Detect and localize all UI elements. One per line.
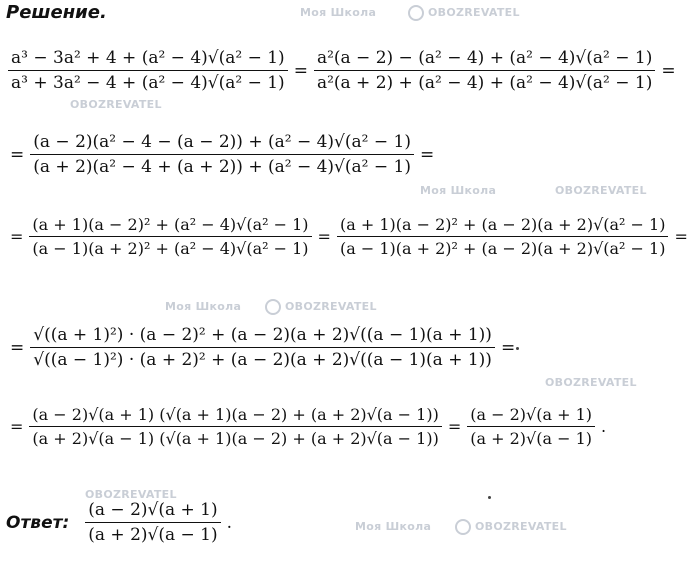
answer-line	[6, 500, 236, 545]
fraction-denominator: (a + 2)√(a − 1)	[88, 525, 218, 545]
equals-sign: =	[661, 60, 676, 81]
watermark-moya-shkola: Моя Школа	[300, 6, 377, 19]
equals-sign: =	[317, 227, 331, 246]
equation-line-1	[6, 48, 680, 93]
watermark-obozrevatel: OBOZREVATEL	[545, 376, 637, 389]
equals-sign: =	[293, 60, 308, 81]
fraction-denominator: (a + 2)√(a − 1)	[470, 429, 592, 448]
fraction-denominator: √((a − 1)²) · (a + 2)² + (a − 2)(a + 2)√((a − 1)(a + 1))	[33, 350, 492, 370]
watermark-logo-icon	[265, 299, 281, 315]
equals-sign: =	[674, 227, 688, 246]
fraction	[8, 48, 288, 93]
watermark-moya-shkola: Моя Школа	[355, 520, 432, 533]
fraction-denominator: (a + 2)(a² − 4 + (a + 2)) + (a² − 4)√(a² − 1)	[33, 157, 411, 177]
equation-line-2	[6, 132, 438, 177]
fraction	[467, 405, 595, 448]
fraction-denominator: (a − 1)(a + 2)² + (a − 2)(a + 2)√(a² − 1)	[339, 239, 666, 258]
equals-sign: =	[10, 227, 24, 246]
fraction-numerator: (a − 2)(a² − 4 − (a − 2)) + (a² − 4)√(a² − 1)	[30, 132, 414, 155]
fraction-numerator: (a − 2)√(a + 1)	[85, 500, 220, 523]
fraction-numerator: a³ − 3a² + 4 + (a² − 4)√(a² − 1)	[8, 48, 288, 71]
equation-line-5	[6, 405, 610, 448]
equals-sign: =	[447, 417, 462, 436]
watermark-obozrevatel: OBOZREVATEL	[85, 488, 177, 501]
period: .	[601, 417, 607, 436]
equals-sign: =	[10, 144, 25, 165]
watermark-obozrevatel: OBOZREVATEL	[555, 184, 647, 197]
period: .	[226, 512, 233, 533]
answer-label: Ответ:	[6, 512, 70, 533]
fraction	[337, 215, 669, 258]
watermark-obozrevatel: OBOZREVATEL	[285, 300, 377, 313]
fraction-numerator: √((a + 1)²) · (a − 2)² + (a − 2)(a + 2)√((a − 1)(a + 1))	[30, 325, 495, 348]
equals-sign: =	[500, 337, 516, 358]
stray-dot	[516, 347, 519, 350]
solution-heading: Решение.	[6, 2, 107, 23]
equation-line-3	[6, 215, 692, 258]
fraction-numerator: (a − 2)√(a + 1)	[467, 405, 595, 427]
equals-sign: =	[10, 337, 25, 358]
fraction	[30, 325, 495, 370]
fraction	[30, 132, 414, 177]
fraction-numerator: (a + 1)(a − 2)² + (a − 2)(a + 2)√(a² − 1)	[337, 215, 669, 237]
fraction-denominator: (a + 2)√(a − 1) (√(a + 1)(a − 2) + (a + 2)√(a − 1))	[32, 429, 439, 448]
watermark-obozrevatel: OBOZREVATEL	[70, 98, 162, 111]
equation-line-4	[6, 325, 519, 370]
fraction-numerator: (a + 1)(a − 2)² + (a² − 4)√(a² − 1)	[29, 215, 311, 237]
fraction-denominator: (a − 1)(a + 2)² + (a² − 4)√(a² − 1)	[32, 239, 309, 258]
watermark-moya-shkola: Моя Школа	[420, 184, 497, 197]
watermark-obozrevatel: OBOZREVATEL	[475, 520, 567, 533]
watermark-logo-icon	[455, 519, 471, 535]
fraction-denominator: a³ + 3a² − 4 + (a² − 4)√(a² − 1)	[11, 73, 285, 93]
fraction	[29, 215, 311, 258]
equals-sign: =	[10, 417, 24, 436]
fraction	[29, 405, 441, 448]
watermark-moya-shkola: Моя Школа	[165, 300, 242, 313]
watermark-logo-icon	[408, 5, 424, 21]
equals-sign: =	[419, 144, 435, 165]
fraction-numerator: a²(a − 2) − (a² − 4) + (a² − 4)√(a² − 1)	[314, 48, 655, 71]
fraction	[314, 48, 655, 93]
fraction-denominator: a²(a + 2) + (a² − 4) + (a² − 4)√(a² − 1)	[316, 73, 653, 93]
fraction-numerator: (a − 2)√(a + 1) (√(a + 1)(a − 2) + (a + 2)√(a − 1))	[29, 405, 441, 427]
watermark-obozrevatel: OBOZREVATEL	[428, 6, 520, 19]
stray-dot	[488, 496, 491, 499]
answer-fraction	[85, 500, 220, 545]
